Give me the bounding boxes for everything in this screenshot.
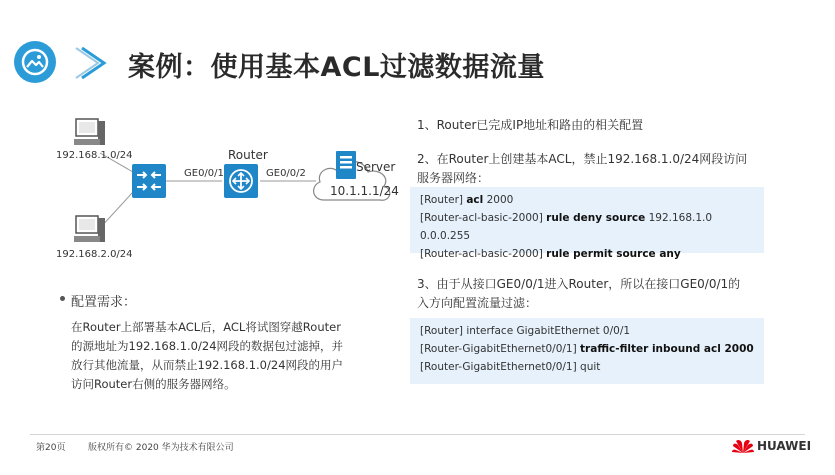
brand-name: HUAWEI xyxy=(757,439,812,453)
code-prompt: [Router-GigabitEthernet0/0/1] xyxy=(420,343,581,355)
code-line xyxy=(420,191,764,209)
code-command: rule deny source xyxy=(546,212,646,224)
requirement-line: 放行其他流量，从而禁止192.168.1.0/24网段的用户 xyxy=(71,358,344,372)
code-line xyxy=(420,340,764,358)
network-diagram xyxy=(0,0,400,280)
code-arg: 2000 xyxy=(483,194,514,206)
code-line xyxy=(420,209,764,245)
code-command: traffic-filter inbound acl 2000 xyxy=(580,343,754,355)
bullet-icon xyxy=(60,296,65,301)
code-command: acl xyxy=(466,194,484,206)
page-number: 第20页 xyxy=(36,443,66,453)
server-icon xyxy=(334,150,358,180)
server-ip-label: 10.1.1.1/24 xyxy=(330,184,399,198)
switch-icon xyxy=(132,164,166,198)
code-prompt: [Router] xyxy=(420,194,467,206)
footer-divider xyxy=(30,434,805,435)
code-line: [Router-GigabitEthernet0/0/1] quit xyxy=(420,361,601,373)
pc2-ip-label: 192.168.2.0/24 xyxy=(56,249,133,260)
code-line xyxy=(420,245,764,263)
step-2 xyxy=(417,150,747,188)
step-3-line-1: 3、由于从接口GE0/0/1进入Router，所以在接口GE0/0/1的 xyxy=(417,277,741,291)
acl-config-code xyxy=(410,187,764,260)
interface-left-label: GE0/0/1 xyxy=(184,168,224,179)
code-arg: 192.168.1.0 0.0.0.255 xyxy=(420,212,713,242)
code-line: [Router] interface GigabitEthernet 0/0/1 xyxy=(420,325,631,337)
traffic-filter-code xyxy=(410,318,764,384)
requirement-body xyxy=(71,318,371,394)
code-prompt: [Router-acl-basic-2000] xyxy=(420,248,547,260)
step-2-line-1: 2、在Router上创建基本ACL，禁止192.168.1.0/24网段访问 xyxy=(417,152,748,166)
interface-right-label: GE0/0/2 xyxy=(266,168,306,179)
copyright: 版权所有© 2020 华为技术有限公司 xyxy=(88,443,234,453)
requirement-line: 在Router上部署基本ACL后，ACL将试图穿越Router xyxy=(71,320,341,334)
step-1: 1、Router已完成IP地址和路由的相关配置 xyxy=(417,118,644,132)
pc-icon xyxy=(72,214,108,248)
router-icon xyxy=(224,164,258,198)
step-3-line-2: 入方向配置流量过滤： xyxy=(417,296,538,310)
code-prompt: [Router-acl-basic-2000] xyxy=(420,212,547,224)
requirement-line: 访问Router右侧的服务器网络。 xyxy=(71,377,236,391)
step-3 xyxy=(417,275,740,313)
page-title: 案例：使用基本ACL过滤数据流量 xyxy=(128,52,545,83)
code-command: rule permit source any xyxy=(546,248,681,260)
requirement-title: 配置需求： xyxy=(71,295,137,310)
step-2-line-2: 服务器网络： xyxy=(417,171,490,185)
server-label: Server xyxy=(356,160,396,174)
requirement-line: 的源地址为192.168.1.0/24网段的数据包过滤掉，并 xyxy=(71,339,344,353)
pc-icon xyxy=(72,117,108,151)
router-label: Router xyxy=(228,148,268,162)
pc1-ip-label: 192.168.1.0/24 xyxy=(56,150,133,161)
huawei-logo-icon xyxy=(732,437,754,455)
